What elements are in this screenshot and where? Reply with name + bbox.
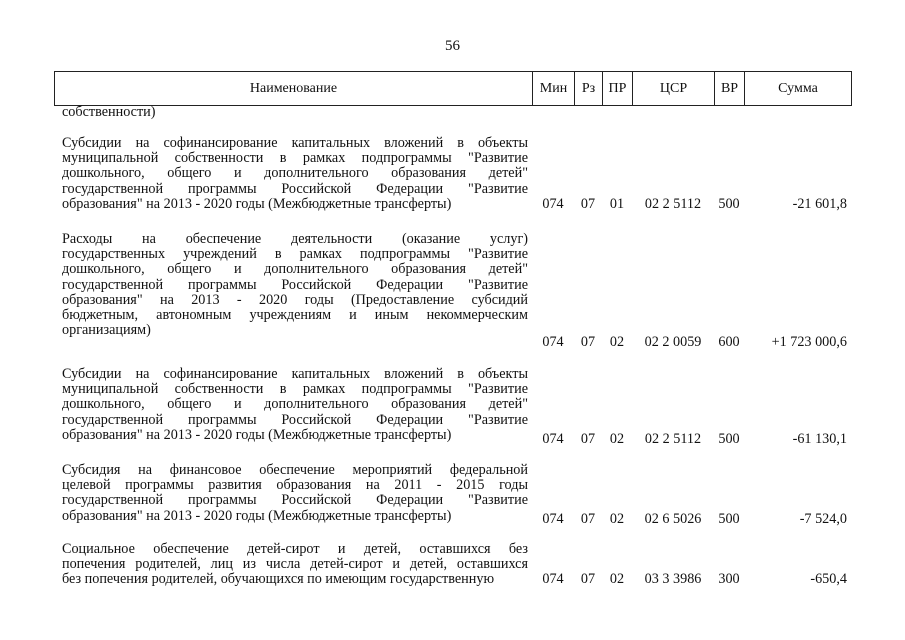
cell-rz: 07 xyxy=(580,570,596,587)
table-row xyxy=(0,367,905,447)
column-header-rz: Рз xyxy=(575,72,603,106)
cell-name-line: Субсидия на финансовое обеспечение мероприятий федеральной xyxy=(62,462,528,478)
cell-rz: 07 xyxy=(580,510,596,527)
cell-csr: 02 2 5112 xyxy=(644,430,702,447)
cell-min: 074 xyxy=(542,333,564,350)
cell-vr: 500 xyxy=(718,195,740,212)
cell-min: 074 xyxy=(542,510,564,527)
cell-name-line: организациям) xyxy=(62,322,151,339)
cell-name-line: Субсидии на софинансирование капитальных вложений в объекты xyxy=(62,366,528,382)
cell-name-line: попечения родителей, лиц из числа детей-сирот и детей, оставшихся xyxy=(62,556,528,573)
cell-rz: 07 xyxy=(580,195,596,212)
column-header-sum: Сумма xyxy=(745,72,852,106)
cell-name xyxy=(62,463,528,524)
cell-name-line: муниципальной собственности в рамках подпрограммы "Развитие xyxy=(62,150,528,167)
table-row xyxy=(0,463,905,527)
cell-rz: 07 xyxy=(580,430,596,447)
column-header-pr: ПР xyxy=(603,72,633,106)
cell-pr: 02 xyxy=(609,510,625,527)
cell-name-line: государственной программы Российской Федерации "Развитие xyxy=(62,411,528,428)
cell-sum: -21 601,8 xyxy=(792,195,847,212)
cell-min: 074 xyxy=(542,195,564,212)
cell-rz: 07 xyxy=(580,333,596,350)
cell-min: 074 xyxy=(542,570,564,587)
cell-sum: -7 524,0 xyxy=(799,510,847,527)
cell-pr: 02 xyxy=(609,570,625,587)
cell-name-line: государственных учреждений в рамках подпрограммы "Развитие xyxy=(62,246,528,263)
table-row xyxy=(0,542,905,587)
cell-csr: 02 2 5112 xyxy=(644,195,702,212)
table-row xyxy=(0,232,905,350)
cell-pr: 02 xyxy=(609,430,625,447)
cell-pr: 02 xyxy=(609,333,625,350)
cell-sum: -61 130,1 xyxy=(792,430,847,447)
cell-csr: 02 6 5026 xyxy=(644,510,702,527)
cell-vr: 300 xyxy=(718,570,740,587)
cell-name xyxy=(62,136,528,212)
cell-name-line: Расходы на обеспечение деятельности (оказание услуг) xyxy=(62,231,528,247)
cell-name-line: без попечения родителей, обучающихся по имеющим государственную xyxy=(62,571,495,588)
table-row xyxy=(0,136,905,212)
cell-name-line: дошкольного, общего и дополнительного образования детей" xyxy=(62,261,528,278)
cell-sum: -650,4 xyxy=(810,570,847,587)
cell-name-line: муниципальной собственности в рамках подпрограммы "Развитие xyxy=(62,381,528,398)
cell-name-line: образования" на 2013 - 2020 годы (Межбюджетные трансферты) xyxy=(62,507,452,524)
column-header-min: Мин xyxy=(533,72,575,106)
cell-name-line: образования" на 2013 - 2020 годы (Межбюджетные трансферты) xyxy=(62,195,452,212)
cell-csr: 03 3 3986 xyxy=(644,570,702,587)
cell-name xyxy=(62,367,528,443)
column-header-vr: ВР xyxy=(715,72,745,106)
cell-name-line: государственной программы Российской Федерации "Развитие xyxy=(62,492,528,509)
cell-name-line: бюджетным, автономным учреждениям и иным некоммерческим xyxy=(62,307,528,324)
page-number: 56 xyxy=(445,38,460,54)
cell-vr: 500 xyxy=(718,510,740,527)
cell-name-line: государственной программы Российской Федерации "Развитие xyxy=(62,276,528,293)
cell-min: 074 xyxy=(542,430,564,447)
cell-name-line: образования" на 2013 - 2020 годы (Предоставление субсидий xyxy=(62,291,528,308)
cell-name xyxy=(62,232,528,338)
cell-vr: 500 xyxy=(718,430,740,447)
cell-name-line: Субсидии на софинансирование капитальных вложений в объекты xyxy=(62,135,528,151)
cell-name-line: государственной программы Российской Федерации "Развитие xyxy=(62,180,528,197)
cell-name-line: дошкольного, общего и дополнительного образования детей" xyxy=(62,165,528,182)
cell-name-line: целевой программы развития образования на 2011 - 2015 годы xyxy=(62,477,528,494)
cell-vr: 600 xyxy=(718,333,740,350)
column-header-csr: ЦСР xyxy=(633,72,715,106)
column-header-name: Наименование xyxy=(55,72,533,106)
cell-csr: 02 2 0059 xyxy=(644,333,702,350)
cell-name-line: дошкольного, общего и дополнительного образования детей" xyxy=(62,396,528,413)
cell-name-line: образования" на 2013 - 2020 годы (Межбюджетные трансферты) xyxy=(62,426,452,443)
cell-pr: 01 xyxy=(609,195,625,212)
continued-text-fragment: собственности) xyxy=(62,104,156,120)
cell-name-line: Социальное обеспечение детей-сирот и детей, оставшихся без xyxy=(62,541,528,557)
cell-sum: +1 723 000,6 xyxy=(771,333,847,350)
cell-name xyxy=(62,542,528,588)
